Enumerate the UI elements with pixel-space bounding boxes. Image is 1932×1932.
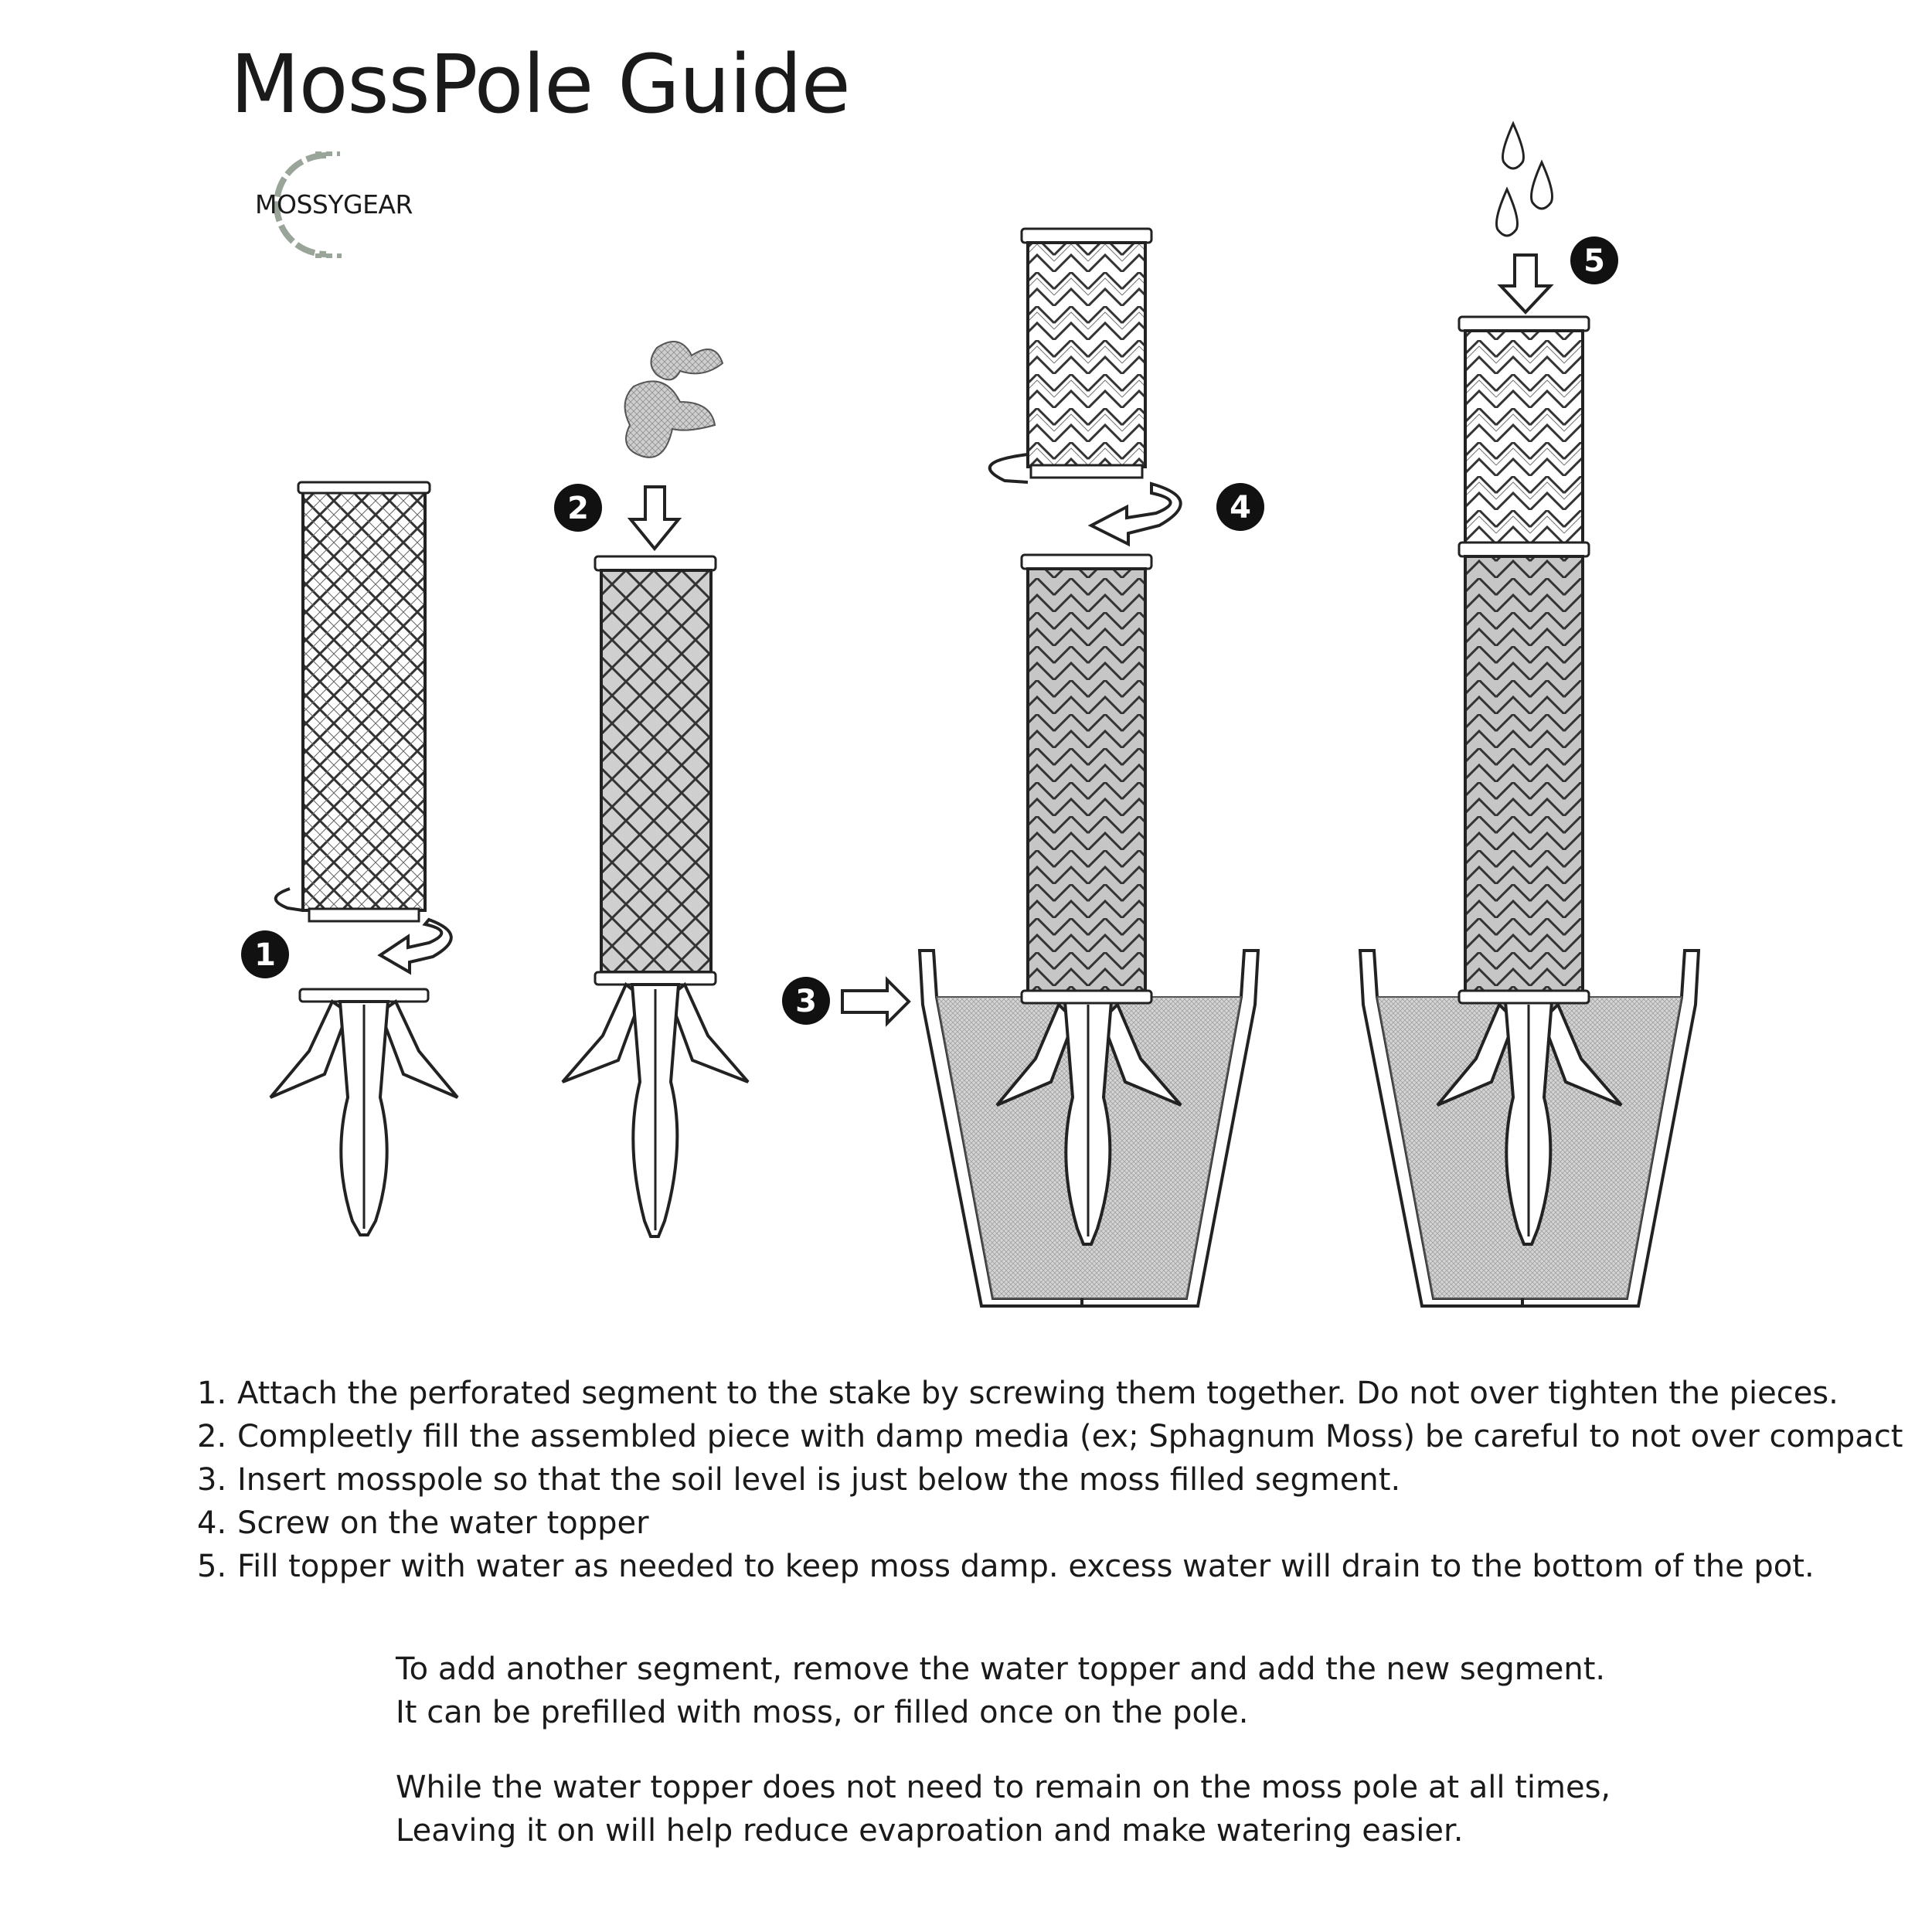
instruction-item <box>197 1502 1903 1545</box>
note-line: To add another segment, remove the water topper and add the new segment. <box>396 1651 1606 1687</box>
instruction-item <box>197 1545 1903 1588</box>
instruction-item <box>197 1415 1903 1458</box>
note-line: While the water topper does not need to remain on the moss pole at all times, <box>396 1770 1611 1805</box>
instructions-list <box>197 1372 1903 1588</box>
rotate-arrow-icon <box>380 920 451 972</box>
instruction-number: 3. <box>197 1462 227 1498</box>
step-badge-label: 4 <box>1230 490 1251 526</box>
moss-clump-icon <box>651 342 723 379</box>
step2-illustration <box>563 342 748 1236</box>
water-drop-icon <box>1497 189 1518 236</box>
step-badge-5 <box>1570 236 1618 284</box>
step-badge-label: 1 <box>254 937 276 973</box>
water-topper <box>1028 243 1145 467</box>
rotate-arrow-icon <box>990 454 1028 482</box>
note-line: It can be prefilled with moss, or filled once on the pole. <box>396 1695 1249 1730</box>
note-line: Leaving it on will help reduce evaproation and make watering easier. <box>396 1813 1464 1849</box>
perforated-segment <box>303 487 425 910</box>
step3-4-illustration <box>842 229 1258 1306</box>
note-paragraph <box>396 1648 1605 1734</box>
moss-clump-icon <box>625 381 715 457</box>
instruction-text: Compleetly fill the assembled piece with damp media (ex; Sphagnum Moss) be careful to not over compact <box>237 1419 1903 1454</box>
step-badge-2 <box>554 484 602 532</box>
step-badge-1 <box>241 930 289 978</box>
instruction-number: 4. <box>197 1505 227 1541</box>
page-title: MossPole Guide <box>230 37 850 131</box>
instruction-text: Attach the perforated segment to the stake by screwing them together. Do not over tighten the pieces. <box>237 1376 1838 1411</box>
step-badge-label: 2 <box>567 491 589 526</box>
instruction-number: 5. <box>197 1549 227 1584</box>
rotate-arrow-icon <box>1091 484 1181 544</box>
instruction-number: 2. <box>197 1419 227 1454</box>
step-badge-4 <box>1216 483 1264 531</box>
instruction-number: 1. <box>197 1376 227 1411</box>
down-arrow-icon <box>631 487 679 549</box>
rotate-arrow-icon <box>276 889 303 910</box>
instruction-text: Fill topper with water as needed to keep moss damp. excess water will drain to the bottom of the pot. <box>237 1549 1815 1584</box>
instruction-text: Insert mosspole so that the soil level is just below the moss filled segment. <box>237 1462 1401 1498</box>
step-badge-label: 5 <box>1583 243 1605 279</box>
stake <box>563 972 748 1236</box>
moss-filled-segment <box>601 570 711 972</box>
brand-name: MOSSYGEAR <box>255 189 413 219</box>
instruction-item <box>197 1372 1903 1415</box>
moss-filled-segment <box>1028 569 1145 992</box>
moss-filled-segment <box>1465 556 1583 992</box>
water-topper <box>1465 331 1583 544</box>
step-badge-3 <box>782 977 830 1025</box>
note-paragraph <box>396 1766 1611 1852</box>
instruction-text: Screw on the water topper <box>237 1505 649 1541</box>
down-arrow-icon <box>1501 255 1550 312</box>
step5-illustration <box>1360 124 1699 1306</box>
right-arrow-icon <box>842 980 909 1023</box>
step1-illustration <box>270 482 457 1235</box>
stake <box>270 989 457 1235</box>
instruction-item <box>197 1458 1903 1502</box>
water-drop-icon <box>1532 162 1553 209</box>
step-badge-label: 3 <box>795 984 817 1019</box>
water-drop-icon <box>1503 124 1524 168</box>
